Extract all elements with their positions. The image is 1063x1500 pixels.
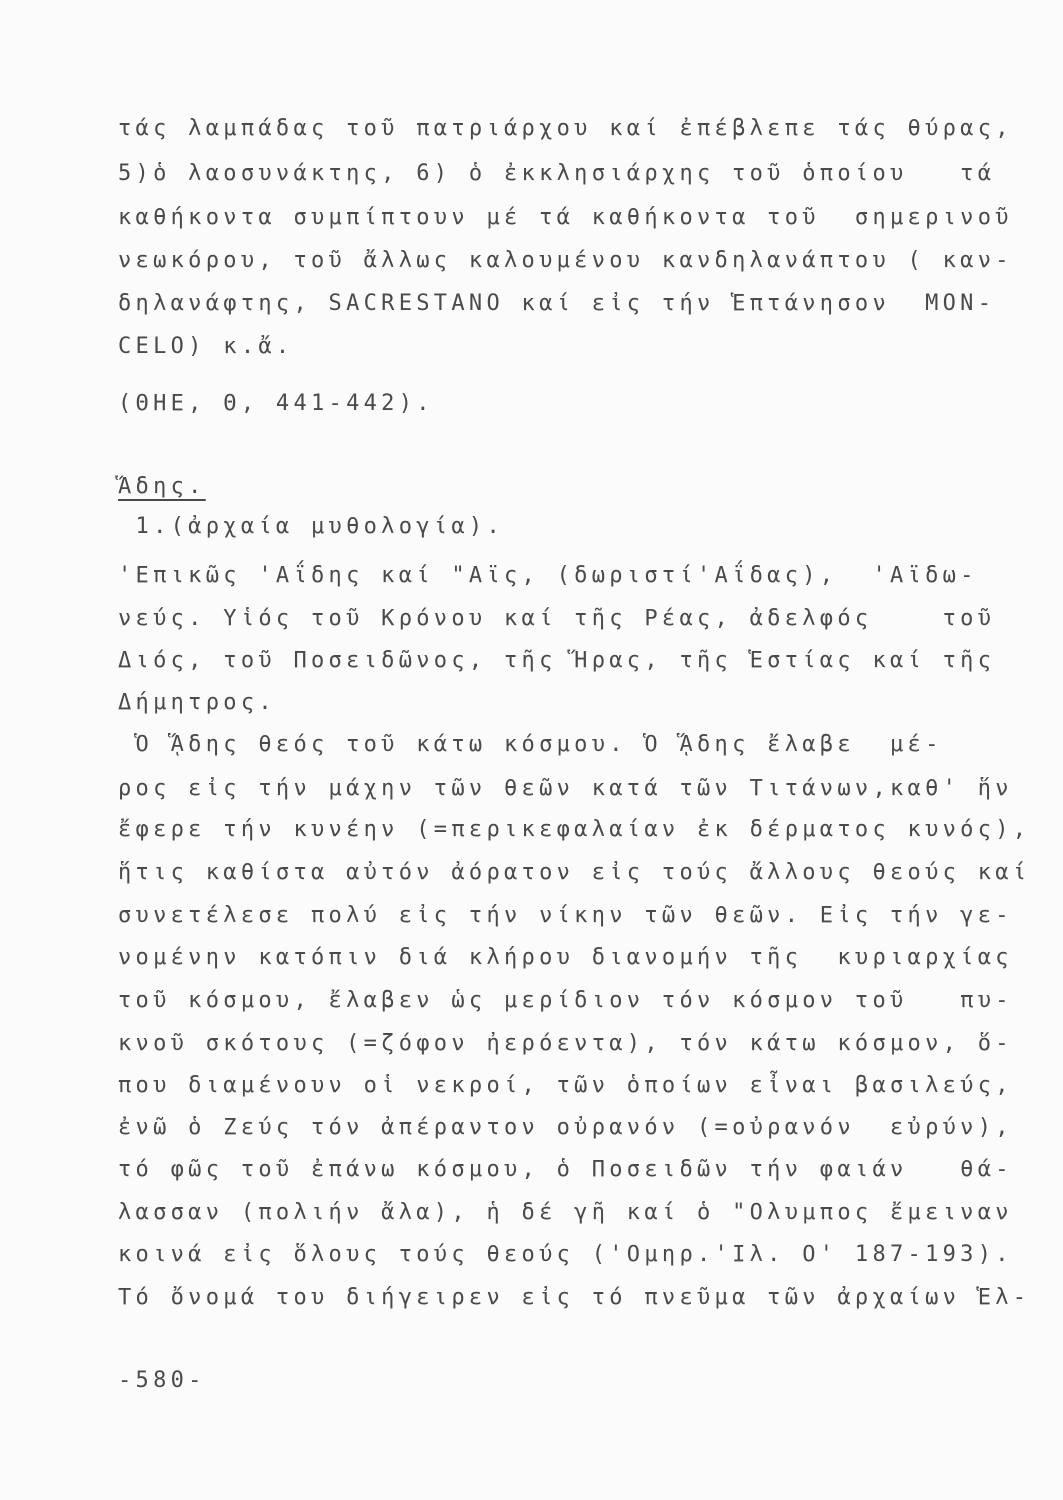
text-line: Ὁ ᾍδης θεός τοῦ κάτω κόσμου. Ὁ ᾍδης ἔλαβε μέ- — [118, 732, 943, 757]
text-line: κνοῦ σκότους (=ζόφον ἠερόεντα), τόν κάτω κόσμον, ὅ- — [118, 1031, 1013, 1056]
text-line: Τό ὄνομά του διήγειρεν εἰς τό πνεῦμα τῶν ἀρχαίων Ἑλ- — [118, 1285, 1031, 1310]
text-line: λασσαν (πολιήν ἄλα), ἡ δέ γῆ καί ὁ "Ολυμπος ἔμειναν — [118, 1200, 1013, 1225]
text-line: ἥτις καθίστα αὐτόν ἀόρατον εἰς τούς ἄλλους θεούς καί — [118, 860, 1031, 885]
text-line: ρος εἰς τήν μάχην τῶν θεῶν κατά τῶν Τιτάνων,καθ' ἥν — [118, 776, 1013, 801]
section-title: 1.(ἀρχαία μυθολογία). — [118, 514, 504, 539]
text-line: τάς λαμπάδας τοῦ πατριάρχου καί ἐπέβλεπε τάς θύρας, — [118, 116, 1013, 141]
text-line: ἐνῶ ὁ Ζεύς τόν ἀπέραντον οὐρανόν (=οὐρανόν εὐρύν), — [118, 1115, 1013, 1140]
text-line: που διαμένουν οἱ νεκροί, τῶν ὁποίων εἶναι βασιλεύς, — [118, 1073, 1013, 1098]
text-line: συνετέλεσε πολύ εἰς τήν νίκην τῶν θεῶν. Εἰς τήν γε- — [118, 903, 1013, 928]
text-line: νεωκόρου, τοῦ ἄλλως καλουμένου κανδηλανάπτου ( καν- — [118, 248, 1013, 273]
text-line: Διός, τοῦ Ποσειδῶνος, τῆς Ἥρας, τῆς Ἑστίας καί τῆς — [118, 648, 996, 673]
text-line: 'Επικῶς 'Αΐδης καί "Αϊς, (δωριστί'Αΐδας), 'Αϊδω- — [118, 563, 978, 588]
text-line: δηλανάφτης, SACRESTANO καί εἰς τήν Ἑπτάνησον MON- — [118, 291, 996, 316]
text-line: Δήμητρος. — [118, 690, 276, 715]
text-line: ἔφερε τήν κυνέην (=περικεφαλαίαν ἐκ δέρματος κυνός), — [118, 817, 1031, 842]
page-number: -580- — [118, 1368, 206, 1393]
text-line: νομένην κατόπιν διά κλήρου διανομήν τῆς κυριαρχίας — [118, 945, 1013, 970]
text-line: τό φῶς τοῦ ἐπάνω κόσμου, ὁ Ποσειδῶν τήν φαιάν θά- — [118, 1157, 1013, 1182]
entry-heading: Ἅδης. — [118, 474, 206, 499]
text-line: 5)ὁ λαοσυνάκτης, 6) ὁ ἐκκλησιάρχης τοῦ ὁποίου τά — [118, 161, 996, 186]
text-line: νεύς. Υἱός τοῦ Κρόνου καί τῆς Ρέας, ἀδελφός τοῦ — [118, 606, 996, 631]
citation: (ΘΗΕ, Θ, 441-442). — [118, 391, 434, 416]
text-line: CELO) κ.ἄ. — [118, 334, 294, 359]
text-line: τοῦ κόσμου, ἔλαβεν ὡς μερίδιον τόν κόσμον τοῦ πυ- — [118, 988, 1013, 1013]
text-line: καθήκοντα συμπίπτουν μέ τά καθήκοντα τοῦ σημερινοῦ — [118, 205, 1013, 230]
text-line: κοινά εἰς ὅλους τούς θεούς ('Ομηρ.'Ιλ. Ο' 187-193). — [118, 1242, 1013, 1267]
